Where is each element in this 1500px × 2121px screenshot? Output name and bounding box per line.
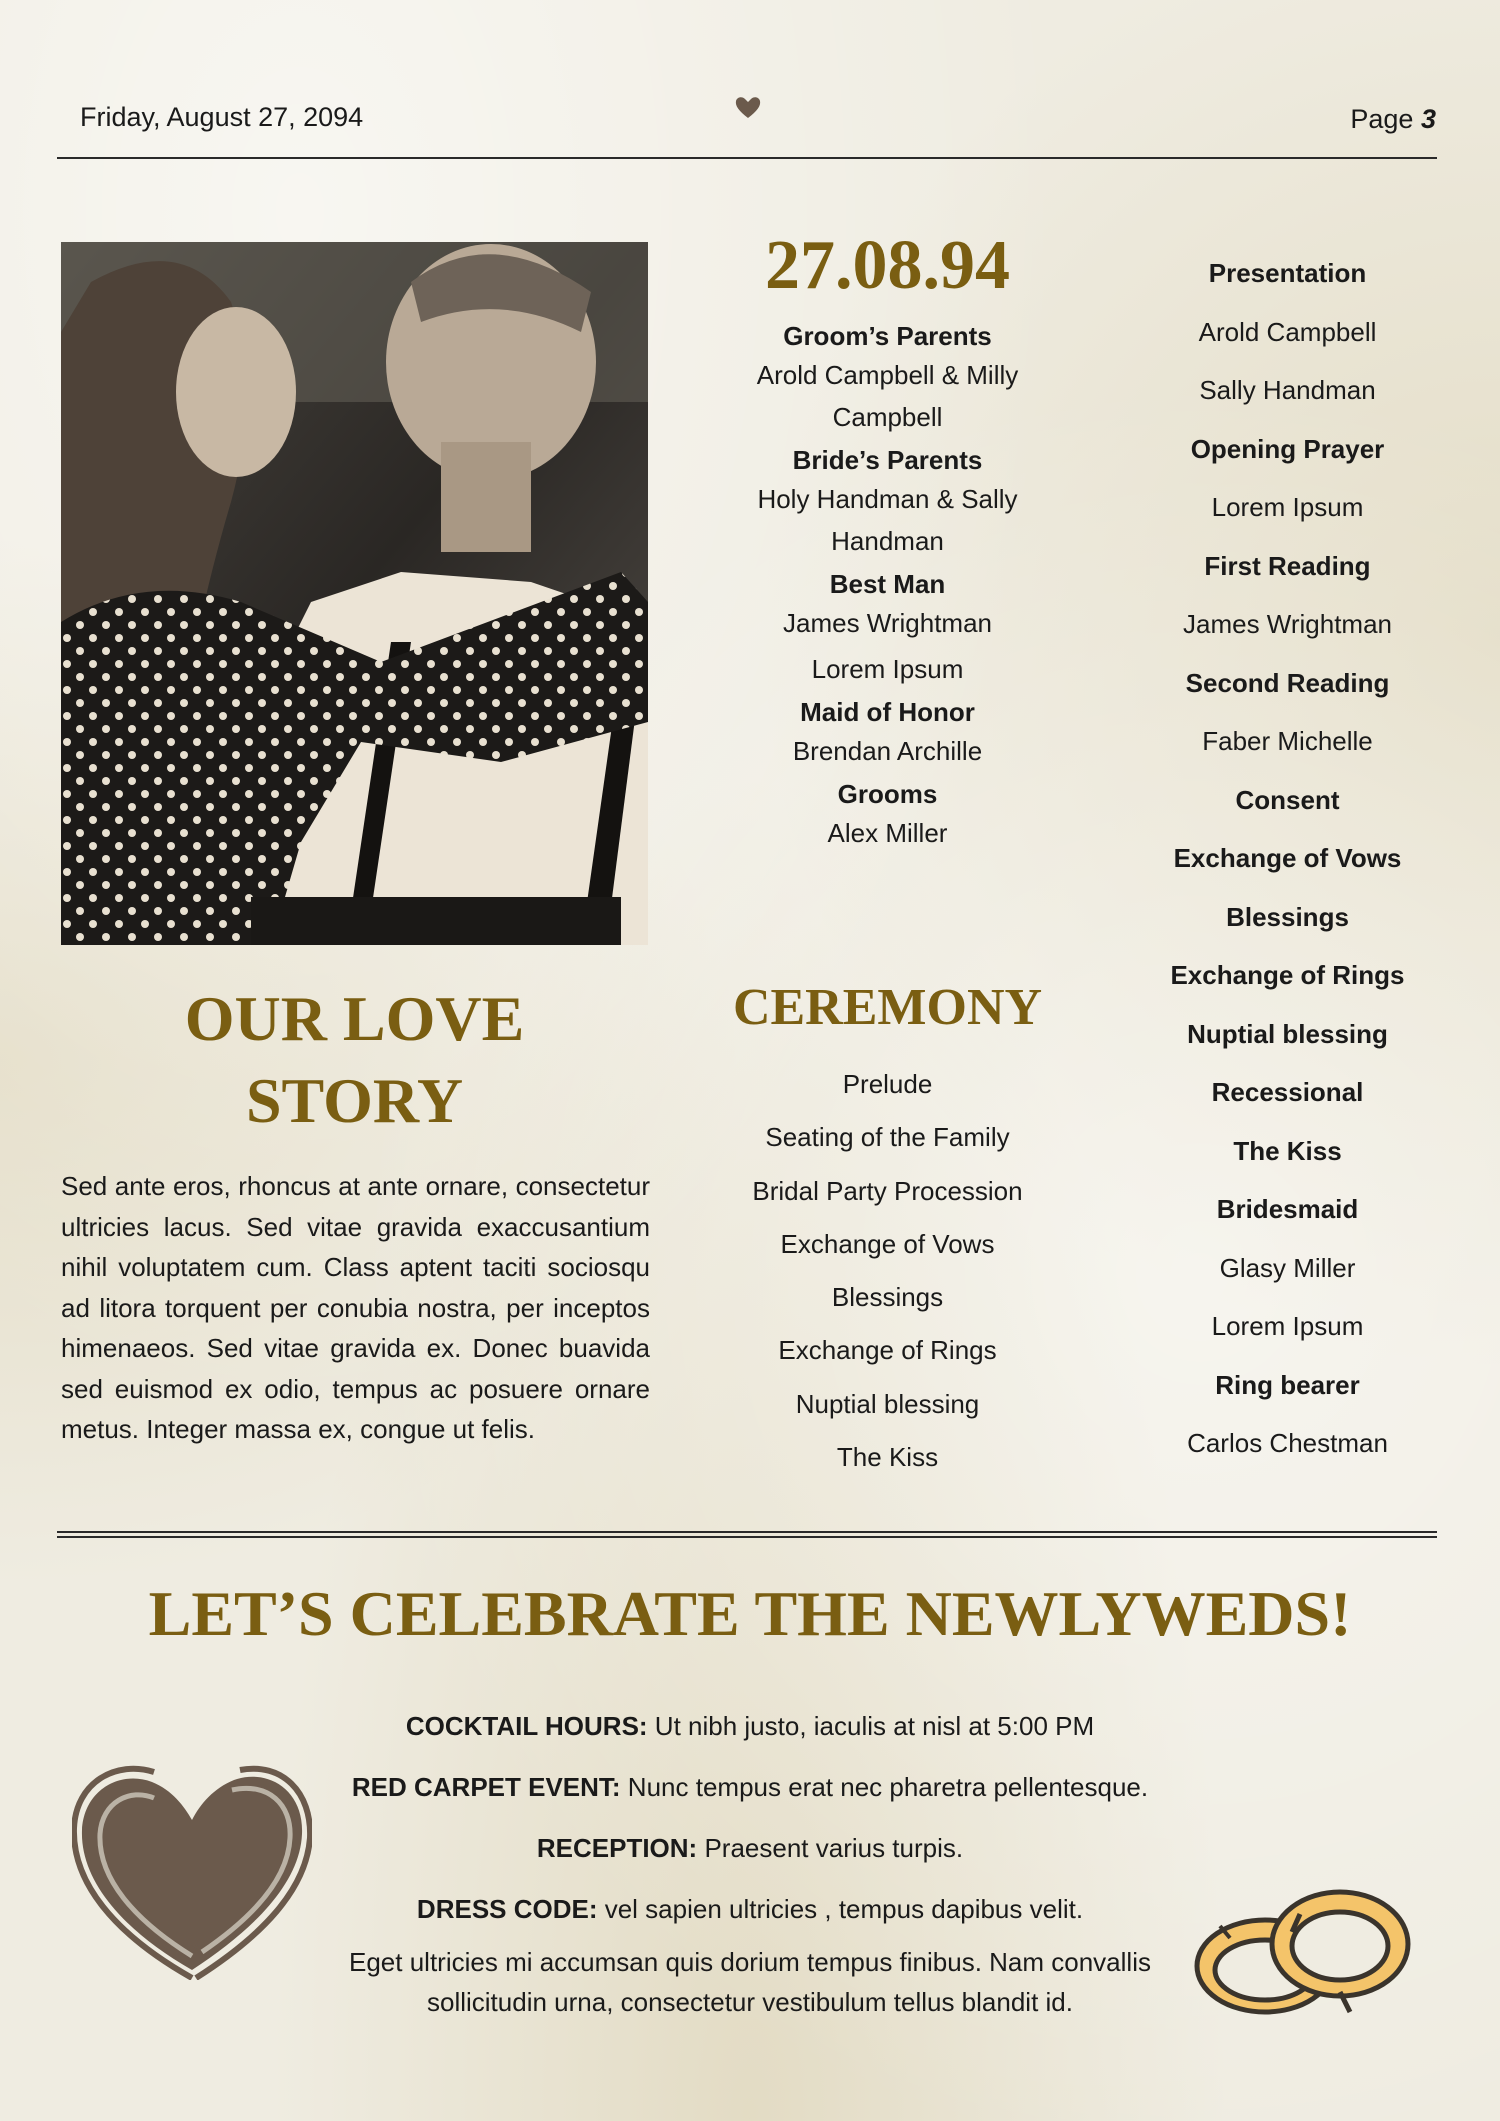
program-heading: Second Reading	[1185, 667, 1390, 698]
heart-icon	[72, 1760, 312, 1980]
section-divider	[57, 1531, 1437, 1533]
ceremony-item: Nuptial blessing	[795, 1388, 980, 1419]
program-heading: First Reading	[1204, 550, 1371, 581]
program-name: Carlos Chestman	[1187, 1428, 1388, 1458]
program-name: James Wrightman	[1182, 609, 1393, 639]
wedding-rings-icon	[1190, 1874, 1415, 2024]
ceremony-item: Blessings	[831, 1282, 944, 1313]
couple-photo	[61, 242, 648, 945]
program-heading: Exchange of Vows	[1173, 843, 1402, 873]
best-man-name: James Wrightman	[782, 608, 993, 638]
event-item: DRESS CODE: vel sapien ultricies , tempus dapibus velit.	[416, 1894, 1084, 1924]
program-heading: Bridesmaid	[1216, 1194, 1359, 1224]
ceremony-title: CEREMONY	[732, 979, 1043, 1036]
program-name: Lorem Ipsum	[1211, 1311, 1364, 1341]
brides-parents-heading: Bride’s Parents	[792, 445, 983, 475]
grooms-parents-heading: Groom’s Parents	[783, 321, 992, 351]
wedding-date: 27.08.94	[765, 227, 1010, 304]
program-heading: The Kiss	[1233, 1135, 1342, 1166]
program-heading: Ring bearer	[1215, 1369, 1360, 1400]
heart-icon	[733, 92, 763, 122]
grooms-parents-names: Arold Campbell & Milly Campbell	[756, 360, 1019, 432]
program-name: Glasy Miller	[1219, 1252, 1356, 1283]
wedding-party-list	[720, 318, 1055, 858]
event-item: COCKTAIL HOURS: Ut nibh justo, iaculis at nisl at 5:00 PM	[405, 1711, 1095, 1741]
ceremony-item: Seating of the Family	[765, 1122, 1010, 1153]
event-item: RED CARPET EVENT: Nunc tempus erat nec pharetra pellentesque.	[351, 1772, 1149, 1802]
ceremony-item: Exchange of Rings	[778, 1335, 997, 1366]
program-list	[1140, 244, 1435, 1473]
header-divider	[57, 157, 1437, 159]
program-name: Arold Campbell	[1198, 316, 1377, 347]
program-heading: Consent	[1235, 784, 1340, 815]
ceremony-item: Prelude	[842, 1069, 933, 1099]
ceremony-item: Bridal Party Procession	[752, 1175, 1023, 1206]
events-list	[300, 1696, 1200, 1940]
event-item: RECEPTION: Praesent varius turpis.	[536, 1833, 964, 1863]
grooms-heading: Grooms	[837, 779, 938, 809]
program-heading: Opening Prayer	[1190, 433, 1385, 464]
love-story-text: Sed ante eros, rhoncus at ante ornare, consectetur ultricies lacus. Sed vitae gravida exaccusantium nihil voluptatem cum. Class aptent taciti sociosqu ad litora torquent per conubia nostra, per inceptos himenaeos. Sed vitae gravida ex. Donec buavida sed euismod ex odio, tempus ac posuere ornare metus. Integer massa ex, congue ut felis.	[61, 1171, 650, 1444]
celebrate-title: LET’S CELEBRATE THE NEWLYWEDS!	[148, 1578, 1352, 1649]
program-heading: Exchange of Rings	[1170, 960, 1405, 990]
page-number: Page 3	[1350, 104, 1436, 134]
program-heading: Nuptial blessing	[1187, 1018, 1388, 1049]
brides-parents-names: Holy Handman & Sally Handman	[757, 484, 1018, 556]
ceremony-list	[720, 1058, 1055, 1484]
maid-of-honor-heading: Maid of Honor	[800, 697, 975, 727]
program-name: Faber Michelle	[1202, 726, 1373, 756]
program-name: Lorem Ipsum	[1211, 492, 1364, 522]
program-heading: Blessings	[1226, 901, 1349, 932]
maid-of-honor-name: Brendan Archille	[792, 736, 983, 766]
best-man-heading: Best Man	[829, 569, 946, 599]
love-story-title: OUR LOVE STORY	[184, 983, 525, 1136]
program-heading: Recessional	[1211, 1077, 1364, 1107]
grooms-name: Alex Miller	[827, 818, 948, 848]
ceremony-item: The Kiss	[836, 1442, 939, 1473]
header-date: Friday, August 27, 2094	[80, 102, 364, 132]
section-divider	[57, 1536, 1437, 1538]
closing-text: Eget ultricies mi accumsan quis dorium tempus finibus. Nam convallis sollicitudin urna, consectetur vestibulum tellus blandit id.	[349, 1947, 1151, 2017]
program-heading: Presentation	[1208, 258, 1367, 288]
ceremony-item: Exchange of Vows	[780, 1228, 995, 1259]
best-man-name: Lorem Ipsum	[811, 654, 964, 684]
program-name: Sally Handman	[1199, 375, 1376, 405]
